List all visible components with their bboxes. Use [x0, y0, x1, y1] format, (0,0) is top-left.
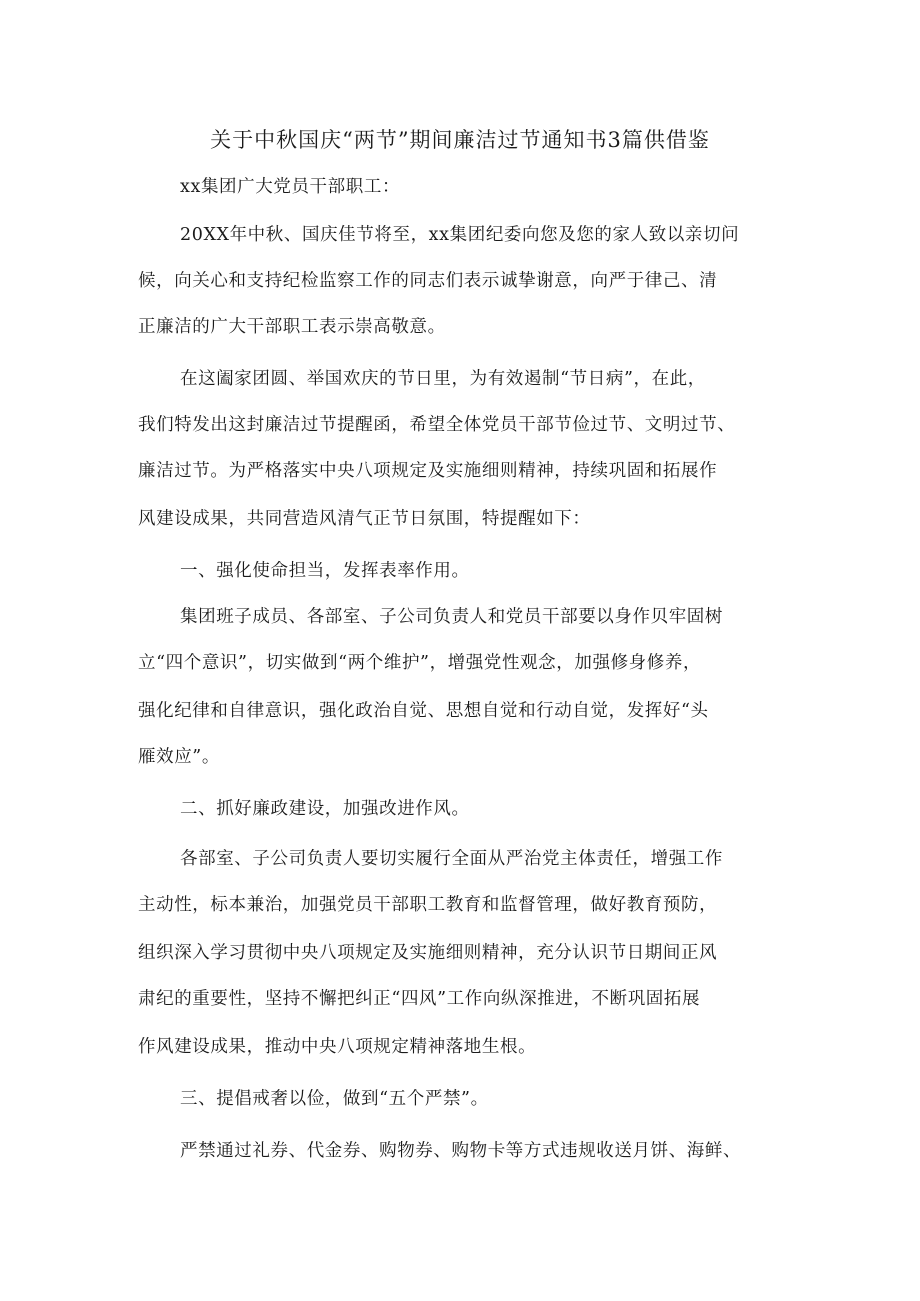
paragraph-line: 主动性，标本兼治，加强党员干部职工教育和监督管理，做好教育预防， [138, 895, 718, 915]
section-heading: 一、强化使命担当，发挥表率作用。 [180, 561, 470, 581]
section-heading: 三、提倡戒奢以俭，做到“五个严禁”。 [180, 1089, 489, 1109]
paragraph-line: 严禁通过礼券、代金券、购物券、购物卡等方式违规收送月饼、海鲜、 [180, 1141, 742, 1161]
paragraph-line: 作风建设成果，推动中央八项规定精神落地生根。 [138, 1037, 537, 1057]
paragraph-line: 雁效应”。 [138, 747, 220, 767]
paragraph-line: 风建设成果，共同营造风清气正节日氛围，特提醒如下： [138, 509, 591, 529]
paragraph-line: 在这阖家团圆、举国欢庆的节日里，为有效遏制“节日病”，在此， [180, 369, 706, 389]
paragraph-line: 集团班子成员、各部室、子公司负责人和党员干部要以身作贝牢固树 [180, 607, 723, 627]
paragraph-line: 我们特发出这封廉洁过节提醒函，希望全体党员干部节俭过节、文明过节、 [138, 415, 736, 435]
document-title: 关于中秋国庆“两节”期间廉洁过节通知书3篇供借鉴 [210, 128, 710, 152]
salutation: xx集团广大党员干部职工： [180, 177, 401, 197]
paragraph-line: 立“四个意识”，切实做到“两个维护”，增强党性观念，加强修身修养， [138, 653, 702, 673]
paragraph-line: 廉洁过节。为严格落实中央八项规定及实施细则精神，持续巩固和拓展作 [138, 461, 718, 481]
paragraph-line: 肃纪的重要性，坚持不懈把纠正“四风”工作向纵深推进，不断巩固拓展 [138, 989, 701, 1009]
section-heading: 二、抓好廉政建设，加强改进作风。 [180, 799, 470, 819]
paragraph-line: 组织深入学习贯彻中央八项规定及实施细则精神，充分认识节日期间正风 [138, 943, 718, 963]
paragraph-line: 20XX年中秋、国庆佳节将至，xx集团纪委向您及您的家人致以亲切问 [180, 225, 740, 245]
paragraph-line: 正廉洁的广大干部职工表示崇高敬意。 [138, 317, 446, 337]
paragraph-line: 候，向关心和支持纪检监察工作的同志们表示诚挚谢意，向严于律己、清 [138, 271, 718, 291]
paragraph-line: 各部室、子公司负责人要切实履行全面从严治党主体责任，增强工作 [180, 849, 723, 869]
paragraph-line: 强化纪律和自律意识，强化政治自觉、思想自觉和行动自觉，发挥好“头 [138, 701, 709, 721]
